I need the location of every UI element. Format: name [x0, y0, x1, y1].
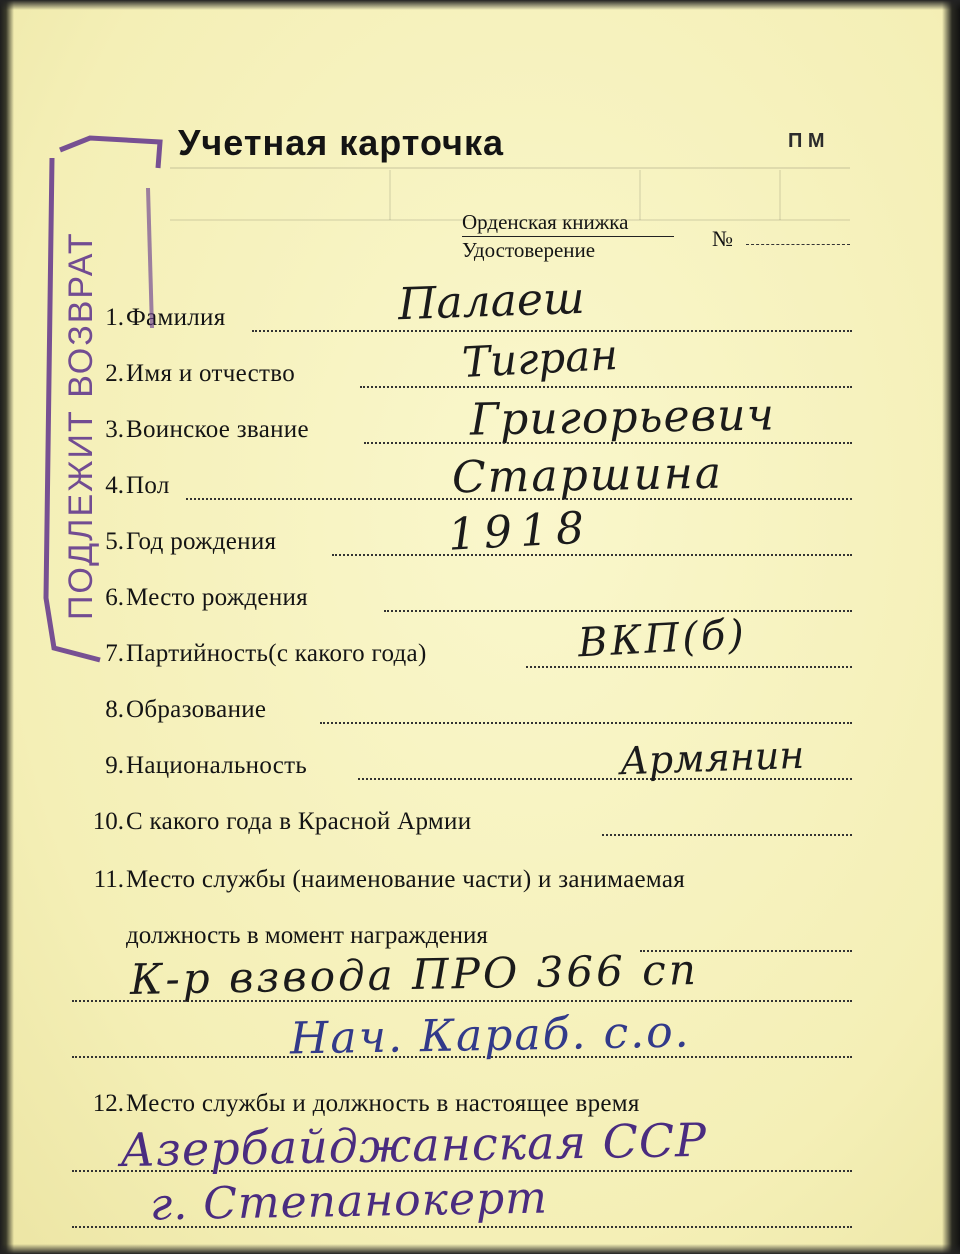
field-label: Имя и отчество — [126, 360, 295, 387]
doc-type-certificate: Удостоверение — [462, 238, 596, 262]
field-row-name — [62, 356, 852, 392]
field-label: Год рождения — [126, 528, 277, 555]
scan-edge-bottom — [0, 1244, 960, 1254]
fill-line — [360, 386, 852, 388]
field-number: 5. — [105, 528, 124, 555]
number-field-line — [746, 244, 850, 245]
field-number: 7. — [105, 640, 124, 667]
field-label: Воинское звание — [126, 416, 309, 443]
fill-line — [358, 778, 852, 780]
fill-line — [602, 834, 852, 836]
field-label-line1: Место службы (наименование части) и занимаемая — [126, 866, 686, 893]
handwritten-birth-year: 1918 — [446, 502, 594, 561]
fill-line — [384, 610, 852, 612]
handwritten-nationality: Армянин — [619, 732, 806, 784]
field-label: Партийность(с какого года) — [126, 640, 427, 667]
handwritten-current-city: г. Степанокерт — [149, 1172, 549, 1231]
field-label-line1: Место службы и должность в настоящее время — [126, 1090, 640, 1117]
field-number: 4. — [105, 472, 124, 499]
field-label: Пол — [126, 472, 170, 499]
field-number: 6. — [105, 584, 124, 611]
field-label: Образование — [126, 696, 267, 723]
number-sign: № — [712, 226, 733, 251]
handwritten-award-unit: Нач. Караб. с.о. — [289, 1006, 691, 1065]
doc-type-divider — [462, 236, 674, 237]
field-number: 9. — [105, 752, 124, 779]
show-through-texture — [160, 150, 860, 250]
corner-mark: П М — [788, 130, 825, 152]
fill-line — [252, 330, 852, 332]
handwritten-current-republic: Азербайджанская ССР — [119, 1112, 708, 1178]
handwritten-award-position: К-р взвода ПРО 366 сп — [129, 945, 700, 1004]
field-label: Место рождения — [126, 584, 308, 611]
handwritten-patronymic: Григорьевич — [469, 389, 776, 446]
scan-edge-right — [942, 0, 960, 1254]
field-number: 10. — [92, 808, 124, 835]
scan-edge-top — [0, 0, 960, 10]
fill-line — [320, 722, 852, 724]
field-row-service-place-award — [62, 862, 852, 898]
field-number: 8. — [105, 696, 124, 723]
scan-edge-left — [0, 0, 14, 1254]
field-label: С какого года в Красной Армии — [126, 808, 472, 835]
handwritten-surname: Палаеш — [397, 272, 586, 331]
field-row-education — [62, 692, 852, 728]
field-number: 3. — [105, 416, 124, 443]
field-number: 2. — [105, 360, 124, 387]
field-row-birthplace — [62, 580, 852, 616]
card-title: Учетная карточка — [178, 122, 504, 163]
field-number: 1. — [105, 304, 124, 331]
field-number: 11. — [93, 866, 124, 893]
handwritten-first-name: Тигран — [460, 329, 620, 388]
stamp-text: ПОДЛЕЖИТ ВОЗВРАТ — [62, 231, 100, 620]
field-label-line2: должность в момент награждения — [126, 922, 488, 949]
field-label: Фамилия — [126, 304, 226, 331]
field-label: Национальность — [126, 752, 308, 779]
doc-type-order-book: Орденская книжка — [462, 210, 629, 234]
handwritten-party: ВКП(б) — [576, 611, 748, 667]
fill-line — [332, 554, 852, 556]
field-number: 12. — [92, 1090, 124, 1117]
field-row-army-since — [62, 804, 852, 840]
handwritten-rank: Старшина — [451, 447, 724, 504]
fill-line — [526, 666, 852, 668]
